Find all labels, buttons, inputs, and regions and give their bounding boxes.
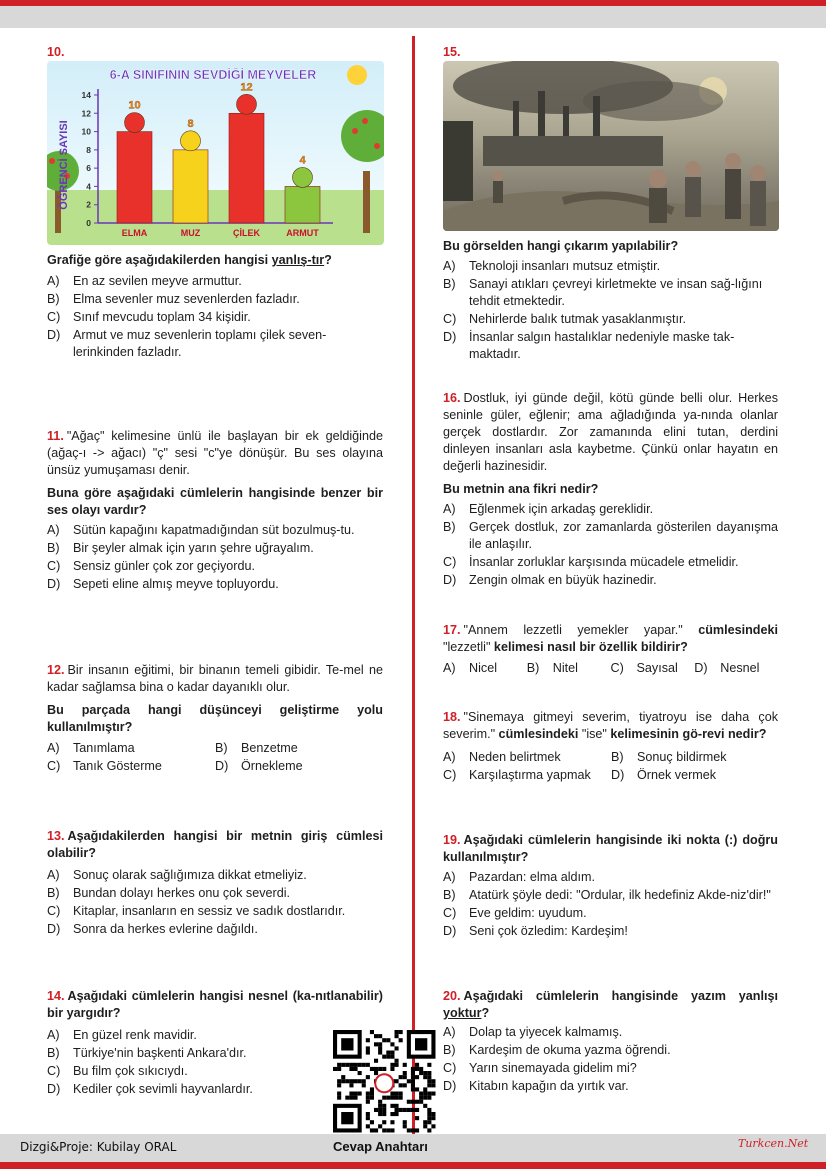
qr-code-svg [333, 1030, 440, 1134]
question-17-stem: 17. "Annem lezzetli yemekler yapar." cümlesindeki "lezzetli" kelimesi nasıl bir özellik bildirir? [443, 623, 778, 654]
option-d[interactable]: D) Seni çok özledim: Kardeşim! [443, 924, 628, 938]
qr-module [411, 1079, 415, 1083]
qr-module [390, 1096, 394, 1100]
qr-module [423, 1092, 427, 1096]
fruit-bar-chart [47, 61, 384, 245]
qr-module [337, 1079, 341, 1083]
qr-module [403, 1071, 407, 1075]
qr-module [382, 1038, 386, 1042]
qr-module [415, 1063, 419, 1067]
qr-module [345, 1096, 349, 1100]
option-c[interactable]: C) İnsanlar zorluklar karşısında mücadele etmelidir. [443, 555, 739, 569]
options-row [443, 660, 778, 677]
qr-module [415, 1087, 419, 1091]
chart-svg [47, 61, 384, 245]
qr-module [427, 1120, 431, 1124]
option-d[interactable]: D) Kediler çok sevimli hayvanlardır. [47, 1082, 253, 1096]
qr-module [341, 1075, 345, 1079]
qr-module [427, 1116, 431, 1120]
qr-module [399, 1083, 403, 1087]
qr-module [415, 1075, 419, 1079]
qr-module [431, 1112, 435, 1116]
question-14-stem: 14. Aşağıdaki cümlelerin hangisi nesnel (ka-nıtlanabilir) bir yargıdır? [47, 989, 383, 1020]
qr-module [358, 1092, 362, 1096]
option-a[interactable]: A) En az sevilen meyve armuttur. [47, 274, 242, 288]
qr-module [419, 1096, 423, 1100]
qr-module [378, 1067, 382, 1071]
pollution-illustration [443, 61, 779, 231]
qr-module [378, 1112, 382, 1116]
qr-finder-module [341, 1112, 353, 1124]
qr-code-icon[interactable] [333, 1030, 440, 1134]
qr-module [370, 1096, 374, 1100]
qr-module [366, 1096, 370, 1100]
qr-module [403, 1083, 407, 1087]
qr-module [390, 1067, 394, 1071]
factory-pollution-icon [443, 61, 779, 231]
qr-module [386, 1038, 390, 1042]
qr-module [403, 1063, 407, 1067]
qr-module [354, 1063, 358, 1067]
qr-module [423, 1096, 427, 1100]
qr-module [423, 1087, 427, 1091]
question-12 [47, 662, 383, 775]
qr-module [378, 1124, 382, 1128]
y-tick-label: 4 [86, 181, 91, 192]
option-b[interactable]: B) Gerçek dostluk, zor zamanlarda gösterilen dayanışma ile anlaşılır. [443, 520, 778, 551]
qr-module [419, 1067, 423, 1071]
footer-bar [0, 1134, 826, 1169]
qr-module [382, 1128, 386, 1132]
qr-module [390, 1128, 394, 1132]
option-b[interactable]: B) Elma sevenler muz sevenlerden fazladır. [47, 292, 300, 306]
category-label: MUZ [180, 228, 201, 238]
qr-module [407, 1128, 411, 1132]
y-tick-label: 0 [86, 218, 91, 228]
qr-module [411, 1108, 415, 1112]
qr-module [374, 1059, 378, 1063]
option-a[interactable]: A) Neden belirtmek [443, 750, 561, 764]
question-10-stem: Grafiğe göre aşağıdakilerden hangisi yanlış-tır? [47, 253, 332, 267]
question-12-stem: Bu parçada hangi düşünceyi geliştirme yolu kullanılmıştır? [47, 703, 383, 734]
qr-module [427, 1071, 431, 1075]
qr-module [370, 1067, 374, 1071]
qr-module [337, 1083, 341, 1087]
qr-module [403, 1108, 407, 1112]
question-13 [47, 828, 383, 938]
qr-module [431, 1083, 435, 1087]
data-label: 4 [299, 154, 306, 167]
option-c[interactable]: C) Karşılaştırma yapmak [443, 768, 591, 782]
qr-module [403, 1120, 407, 1124]
data-label: 10 [128, 99, 141, 112]
option-c[interactable]: C) Eve geldim: uyudum. [443, 906, 587, 920]
qr-module [403, 1075, 407, 1079]
y-tick-label: 6 [86, 163, 91, 174]
qr-module [411, 1100, 415, 1104]
qr-module [431, 1116, 435, 1120]
option-a[interactable]: A) Sonuç olarak sağlığımıza dikkat etmeliyiz. [47, 868, 307, 882]
qr-module [431, 1124, 435, 1128]
option-c[interactable]: C) Bu film çok sıkıcıydı. [47, 1064, 188, 1078]
qr-module [382, 1108, 386, 1112]
question-18 [443, 709, 778, 784]
qr-module [395, 1063, 399, 1067]
qr-module [374, 1042, 378, 1046]
qr-finder-module [415, 1038, 427, 1050]
qr-module [423, 1075, 427, 1079]
question-20 [443, 988, 778, 1095]
qr-module [431, 1079, 435, 1083]
qr-module [378, 1104, 382, 1108]
question-18-stem: 18. "Sinemaya gitmeyi severim, tiyatroyu ise daha çok severim." cümlesindeki "ise" kelimesinin gö-revi nedir? [443, 710, 778, 741]
qr-module [337, 1092, 341, 1096]
qr-module [423, 1104, 427, 1108]
question-10 [47, 44, 383, 61]
qr-module [362, 1079, 366, 1083]
qr-module [354, 1096, 358, 1100]
qr-module [395, 1046, 399, 1050]
qr-module [366, 1112, 370, 1116]
qr-module [415, 1100, 419, 1104]
qr-module [423, 1124, 427, 1128]
qr-module [354, 1079, 358, 1083]
qr-module [386, 1128, 390, 1132]
question-11-text: 11. "Ağaç" kelimesine ünlü ile başlayan bir ek geldiğinde (ağaç-ı -> ağacı) "ç" sesi "c"ye dönüşür. Bu ses olayına ünsüz yumuşaması denir. [47, 429, 383, 477]
option-b[interactable]: B) Bundan dolayı herkes onu çok severdi. [47, 886, 291, 900]
option-b[interactable]: B) Türkiye'nin başkenti Ankara'dır. [47, 1046, 247, 1060]
chart-title: 6-A SINIFININ SEVDİĞİ MEYVELER [109, 68, 317, 82]
qr-module [374, 1034, 378, 1038]
question-17 [443, 622, 778, 677]
question-number: 10. [47, 45, 65, 59]
qr-module [378, 1042, 382, 1046]
option-a[interactable]: A) Teknoloji insanları mutsuz etmiştir. [443, 259, 661, 273]
qr-module [345, 1079, 349, 1083]
qr-module [390, 1112, 394, 1116]
qr-module [419, 1092, 423, 1096]
option-a[interactable]: A) Dolap ta yiyecek kalmamış. [443, 1025, 623, 1039]
tree-right-icon [341, 110, 384, 233]
qr-module [415, 1128, 419, 1132]
qr-module [345, 1063, 349, 1067]
header-red-stripe [0, 0, 826, 6]
option-b[interactable]: B) Sonuç bildirmek [611, 750, 727, 764]
qr-module [411, 1087, 415, 1091]
option-d[interactable]: D) Zengin olmak en büyük hazinedir. [443, 573, 657, 587]
option-a[interactable]: A) Eğlenmek için arkadaş gereklidir. [443, 502, 654, 516]
option-b[interactable]: B) Kardeşim de okuma yazma öğrendi. [443, 1043, 671, 1057]
qr-module [395, 1034, 399, 1038]
option-c[interactable]: C) Tanık Gösterme [47, 759, 162, 773]
bar-elma [117, 132, 152, 223]
qr-module [366, 1100, 370, 1104]
qr-module [337, 1096, 341, 1100]
question-16-text: 16. Dostluk, iyi günde değil, kötü günde belli olur. Herkes seninle güler, eğlenir; ama ağladığında ya-nında olanlar gerçek dostlardır. Zor zamanında elini tutan, derdini dinleyen insanları asla kaybetme. Çünkü onlar hayatın en değerli hazinesidir. [443, 391, 778, 473]
qr-module [427, 1063, 431, 1067]
fruit-icon [237, 94, 257, 114]
qr-module [399, 1092, 403, 1096]
option-a[interactable]: A) En güzel renk mavidir. [47, 1028, 197, 1042]
question-19 [443, 832, 778, 940]
question-16 [443, 390, 778, 589]
qr-module [382, 1067, 386, 1071]
data-label: 12 [240, 81, 253, 94]
qr-module [399, 1096, 403, 1100]
data-label: 8 [187, 117, 194, 130]
qr-module [366, 1038, 370, 1042]
qr-module [395, 1096, 399, 1100]
qr-module [427, 1079, 431, 1083]
qr-finder-module [341, 1038, 353, 1050]
footer-red-stripe [0, 1162, 826, 1169]
question-15-stem: Bu görselden hangi çıkarım yapılabilir? [443, 239, 679, 253]
qr-module [427, 1108, 431, 1112]
fruit-icon [125, 113, 145, 133]
qr-module [349, 1083, 353, 1087]
qr-module [366, 1051, 370, 1055]
fruit-icon [181, 131, 201, 151]
qr-module [390, 1055, 394, 1059]
question-11 [47, 428, 383, 593]
qr-module [362, 1083, 366, 1087]
question-19-stem: 19. Aşağıdaki cümlelerin hangisinde iki nokta (:) doğru kullanılmıştır? [443, 833, 778, 864]
qr-module [374, 1108, 378, 1112]
option-d[interactable]: D) Örnek vermek [611, 768, 717, 782]
option-c[interactable]: C) Sayısal [610, 661, 678, 675]
option-c[interactable]: C) Sensiz günler çok zor geçiyordu. [47, 559, 256, 573]
question-13-stem: 13. Aşağıdakilerden hangisi bir metnin giriş cümlesi olabilir? [47, 829, 383, 860]
qr-module [382, 1120, 386, 1124]
sun-icon [347, 65, 367, 85]
option-b[interactable]: B) Benzetme [215, 741, 298, 755]
option-d[interactable]: D) Armut ve muz sevenlerin toplamı çilek seven-lerinkinden fazladır. [47, 328, 327, 359]
y-tick-label: 12 [81, 108, 91, 119]
qr-module [399, 1075, 403, 1079]
qr-module [349, 1092, 353, 1096]
qr-module [390, 1104, 394, 1108]
qr-module [411, 1075, 415, 1079]
option-a[interactable]: A) Pazardan: elma aldım. [443, 870, 595, 884]
category-label: ELMA [121, 228, 148, 238]
qr-module [411, 1128, 415, 1132]
qr-module [399, 1030, 403, 1034]
qr-module [390, 1120, 394, 1124]
qr-module [395, 1030, 399, 1034]
qr-module [378, 1108, 382, 1112]
qr-module [395, 1079, 399, 1083]
question-12-text: 12. Bir insanın eğitimi, bir binanın temeli gibidir. Te-mel ne kadar sağlamsa bina o kadar dayanıklı olur. [47, 663, 383, 694]
qr-module [427, 1096, 431, 1100]
qr-module [358, 1079, 362, 1083]
question-11-stem: Buna göre aşağıdaki cümlelerin hangisinde benzer bir ses olayı vardır? [47, 486, 383, 517]
qr-module [366, 1063, 370, 1067]
qr-logo-icon [375, 1074, 393, 1092]
options-grid [443, 749, 778, 784]
option-a[interactable]: A) Nicel [443, 661, 497, 675]
qr-module [407, 1079, 411, 1083]
option-a[interactable]: A) Tanımlama [47, 741, 135, 755]
qr-module [382, 1096, 386, 1100]
qr-module [370, 1128, 374, 1132]
qr-module [431, 1092, 435, 1096]
qr-module [378, 1051, 382, 1055]
qr-module [370, 1087, 374, 1091]
y-tick-label: 14 [81, 90, 91, 100]
option-d[interactable]: D) İnsanlar salgın hastalıklar nedeniyle maske tak-maktadır. [443, 330, 735, 361]
qr-module [382, 1104, 386, 1108]
qr-module [341, 1079, 345, 1083]
qr-module [374, 1128, 378, 1132]
underlined-word: yoktur [443, 1006, 482, 1020]
qr-module [349, 1096, 353, 1100]
qr-module [366, 1124, 370, 1128]
qr-module [390, 1092, 394, 1096]
qr-module [427, 1083, 431, 1087]
question-number: 15. [443, 45, 461, 59]
y-axis-label: ÖĞRENCİ SAYISI [58, 120, 70, 210]
qr-module [390, 1051, 394, 1055]
y-tick-label: 10 [81, 126, 91, 137]
qr-module [374, 1071, 378, 1075]
option-c[interactable]: C) Nehirlerde balık tutmak yasaklanmıştır. [443, 312, 686, 326]
qr-module [362, 1063, 366, 1067]
qr-module [337, 1063, 341, 1067]
qr-module [386, 1055, 390, 1059]
option-b[interactable]: B) Atatürk şöyle dedi: "Ordular, ilk hedefiniz Akde-niz'dir!" [443, 888, 771, 902]
category-label: ARMUT [286, 228, 319, 238]
qr-module [382, 1055, 386, 1059]
qr-module [407, 1108, 411, 1112]
qr-module [370, 1030, 374, 1034]
option-c[interactable]: C) Sınıf mevcudu toplam 34 kişidir. [47, 310, 251, 324]
qr-module [374, 1067, 378, 1071]
option-b[interactable]: B) Sanayi atıkları çevreyi kirletmekte ve insan sağ-lığını tehdit etmektedir. [443, 277, 763, 308]
qr-module [423, 1120, 427, 1124]
qr-module [411, 1071, 415, 1075]
option-d[interactable]: D) Sepeti eline almış meyve topluyordu. [47, 577, 279, 591]
qr-module [395, 1059, 399, 1063]
site-logo[interactable]: Turkcen.Net [738, 1137, 809, 1150]
qr-module [399, 1108, 403, 1112]
bar-çi̇lek [229, 113, 264, 223]
question-16-stem: Bu metnin ana fikri nedir? [443, 482, 599, 496]
qr-module [427, 1112, 431, 1116]
qr-module [378, 1034, 382, 1038]
qr-module [358, 1071, 362, 1075]
qr-module [341, 1063, 345, 1067]
option-c[interactable]: C) Yarın sinemayada gidelim mi? [443, 1061, 637, 1075]
qr-module [395, 1092, 399, 1096]
qr-module [349, 1079, 353, 1083]
qr-module [390, 1063, 394, 1067]
qr-module [354, 1092, 358, 1096]
y-tick-label: 8 [86, 144, 91, 155]
option-a[interactable]: A) Sütün kapağını kapatmadığından süt bozulmuş-tu. [47, 523, 355, 537]
qr-module [366, 1092, 370, 1096]
qr-module [370, 1120, 374, 1124]
category-label: ÇİLEK [233, 228, 260, 238]
y-tick-label: 2 [86, 199, 91, 210]
question-14 [47, 988, 383, 1098]
fruit-icon [293, 167, 313, 187]
qr-module [366, 1116, 370, 1120]
option-b[interactable]: B) Bir şeyler almak için yarın şehre uğrayalım. [47, 541, 314, 555]
qr-module [390, 1042, 394, 1046]
qr-module [378, 1100, 382, 1104]
qr-module [382, 1112, 386, 1116]
qr-module [407, 1100, 411, 1104]
column-divider [412, 36, 415, 1136]
right-column-header [443, 44, 778, 61]
qr-module [358, 1063, 362, 1067]
option-b[interactable]: B) Nitel [526, 661, 578, 675]
qr-module [333, 1067, 337, 1071]
bar-armut [285, 186, 320, 223]
qr-module [386, 1051, 390, 1055]
question-10-body [47, 252, 383, 361]
footer-credit: Dizgi&Proje: Kubilay ORAL [20, 1140, 177, 1154]
answer-key-link[interactable]: Cevap Anahtarı [333, 1139, 428, 1154]
qr-module [427, 1128, 431, 1132]
qr-module [370, 1092, 374, 1096]
qr-module [423, 1071, 427, 1075]
qr-module [411, 1067, 415, 1071]
option-d[interactable]: D) Nesnel [694, 661, 760, 675]
qr-module [419, 1071, 423, 1075]
question-20-stem: 20. Aşağıdaki cümlelerin hangisinde yazım yanlışı yoktur? [443, 989, 778, 1020]
option-d[interactable]: D) Örnekleme [215, 759, 303, 773]
qr-module [427, 1075, 431, 1079]
qr-module [415, 1067, 419, 1071]
qr-module [366, 1046, 370, 1050]
qr-module [395, 1104, 399, 1108]
bar-muz [173, 150, 208, 223]
qr-module [403, 1124, 407, 1128]
qr-module [395, 1112, 399, 1116]
question-15 [443, 238, 778, 363]
qr-module [349, 1067, 353, 1071]
option-d[interactable]: D) Sonra da herkes evlerine dağıldı. [47, 922, 258, 936]
qr-module [411, 1083, 415, 1087]
qr-module [337, 1067, 341, 1071]
qr-module [378, 1046, 382, 1050]
underlined-word: yanlış-tır [271, 253, 325, 267]
qr-module [386, 1096, 390, 1100]
qr-module [427, 1092, 431, 1096]
qr-module [354, 1067, 358, 1071]
qr-module [399, 1038, 403, 1042]
option-c[interactable]: C) Kitaplar, insanların en sessiz ve sadık dostlarıdır. [47, 904, 346, 918]
options-grid [47, 740, 383, 775]
qr-module [349, 1063, 353, 1067]
qr-module [419, 1100, 423, 1104]
header-bar [0, 0, 826, 28]
qr-module [395, 1108, 399, 1112]
qr-module [366, 1075, 370, 1079]
option-d[interactable]: D) Kitabın kapağın da yırtık var. [443, 1079, 629, 1093]
qr-module [415, 1116, 419, 1120]
qr-module [415, 1108, 419, 1112]
